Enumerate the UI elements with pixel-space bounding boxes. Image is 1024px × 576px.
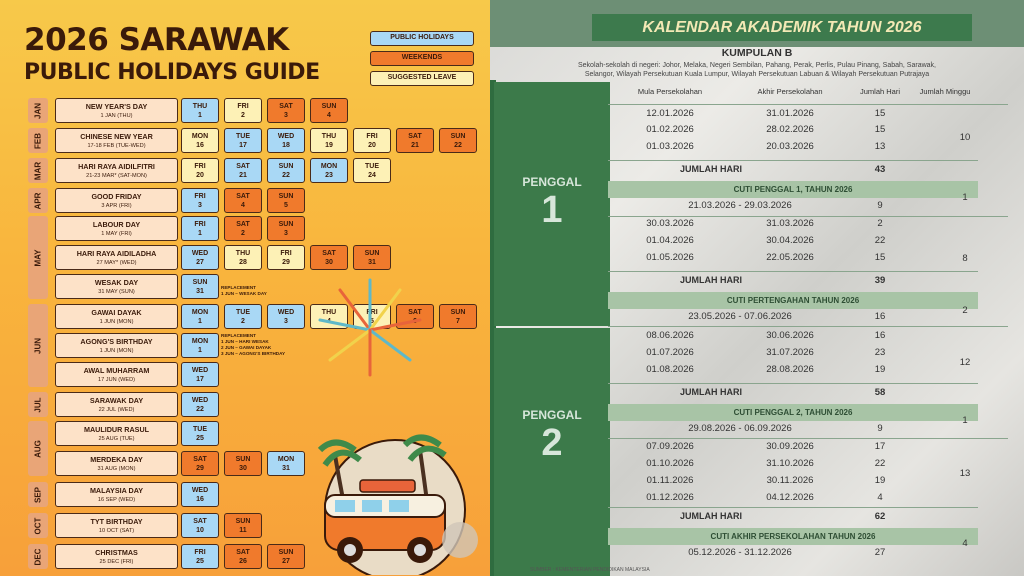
day-box: FRI 2 — [224, 98, 262, 123]
sarawak-holidays-panel — [0, 0, 490, 576]
holiday-name-card: WESAK DAY 31 MAY (SUN) — [55, 274, 178, 299]
start-date: 01.02.2026 — [646, 124, 694, 135]
end-date: 31.10.2026 — [766, 458, 814, 469]
month-label: APR — [28, 188, 48, 213]
day-count: 2 — [877, 218, 883, 229]
jumlah-hari-label: JUMLAH HARI — [680, 275, 742, 285]
day-box: FRI 20 — [353, 128, 391, 153]
day-box: TUE 17 — [224, 128, 262, 153]
day-count: 15 — [874, 124, 886, 135]
holiday-name-card: GOOD FRIDAY 3 APR (FRI) — [55, 188, 178, 213]
holiday-name-card: CHINESE NEW YEAR 17-18 FEB (TUE-WED) — [55, 128, 178, 153]
start-date: 01.05.2026 — [646, 252, 694, 263]
day-count: 16 — [874, 330, 886, 341]
header-jumlah-minggu: Jumlah Minggu — [919, 87, 971, 96]
day-box: SUN 7 — [439, 304, 477, 329]
header-jumlah-hari: Jumlah Hari — [859, 87, 900, 96]
camper-van-illustration — [300, 425, 485, 575]
row-divider — [608, 271, 978, 272]
end-date: 30.11.2026 — [766, 475, 814, 486]
day-box: SUN 31 — [181, 274, 219, 299]
day-box: TUE 24 — [353, 158, 391, 183]
jumlah-hari-label: JUMLAH HARI — [680, 387, 742, 397]
day-box: FRI 5 — [353, 304, 391, 329]
break-title-band: CUTI PERTENGAHAN TAHUN 2026 — [608, 292, 978, 309]
total-days: 39 — [874, 275, 886, 286]
week-count: 1 — [962, 415, 968, 426]
end-date: 30.09.2026 — [766, 441, 814, 452]
header-mula: Mula Persekolahan — [637, 87, 703, 96]
states-line-2: Selangor, Wilayah Persekutuan Kuala Lumpur, Wilayah Persekutuan Labuan & Wilayah Persekutuan Putrajaya — [584, 71, 930, 78]
day-box: WED 27 — [181, 245, 219, 270]
day-box: THU 4 — [310, 304, 348, 329]
total-days: 62 — [874, 511, 886, 522]
start-date: 01.11.2026 — [646, 475, 694, 486]
day-box: SUN 3 — [267, 216, 305, 241]
week-count: 13 — [959, 468, 971, 479]
day-box: SAT 26 — [224, 544, 262, 569]
start-date: 01.04.2026 — [646, 235, 694, 246]
legend-weekends: WEEKENDS — [370, 51, 474, 66]
start-date: 01.07.2026 — [646, 347, 694, 358]
month-label: MAY — [28, 216, 48, 299]
day-box: SUN 5 — [267, 188, 305, 213]
day-box: WED 17 — [181, 362, 219, 387]
penggal-1-label: PENGGAL 1 — [522, 175, 582, 231]
day-box: SAT 29 — [181, 451, 219, 476]
day-box: FRI 20 — [181, 158, 219, 183]
day-box: THU 19 — [310, 128, 348, 153]
day-box: FRI 25 — [181, 544, 219, 569]
day-box: SAT 4 — [224, 188, 262, 213]
break-title-band: CUTI PENGGAL 2, TAHUN 2026 — [608, 404, 978, 421]
break-date-range: 23.05.2026 - 07.06.2026 — [688, 311, 792, 322]
week-count: 8 — [962, 253, 968, 264]
day-count: 4 — [877, 492, 883, 503]
end-date: 28.08.2026 — [766, 364, 814, 375]
calendar-title: KALENDAR AKADEMIK TAHUN 2026 — [592, 14, 972, 41]
day-box: MON 16 — [181, 128, 219, 153]
page-title: 2026 SARAWAK — [24, 22, 289, 58]
day-box: MON 23 — [310, 158, 348, 183]
month-label: JUL — [28, 392, 48, 417]
break-date-range: 05.12.2026 - 31.12.2026 — [688, 547, 792, 558]
day-box: TUE 2 — [224, 304, 262, 329]
break-date-range: 29.08.2026 - 06.09.2026 — [688, 423, 792, 434]
holiday-name-card: MERDEKA DAY 31 AUG (MON) — [55, 451, 178, 476]
break-days: 9 — [877, 423, 883, 434]
day-count: 22 — [874, 458, 886, 469]
total-days: 58 — [874, 387, 886, 398]
break-days: 9 — [877, 200, 883, 211]
end-date: 20.03.2026 — [766, 141, 814, 152]
day-box: SUN 22 — [267, 158, 305, 183]
day-box: FRI 29 — [267, 245, 305, 270]
agong-replacement-note: REPLACEMENT 1 JUN – HARI WESAK 2 JUN – GAWAI DAYAK 3 JUN – AGONG'S BIRTHDAY — [221, 333, 286, 356]
holiday-name-card: AGONG'S BIRTHDAY 1 JUN (MON) — [55, 333, 178, 358]
month-label: JUN — [28, 304, 48, 387]
day-box: MON 1 — [181, 333, 219, 358]
end-date: 30.04.2026 — [766, 235, 814, 246]
week-count: 4 — [962, 538, 968, 549]
row-divider — [608, 438, 1008, 439]
end-date: 04.12.2026 — [766, 492, 814, 503]
holiday-name-card: NEW YEAR'S DAY 1 JAN (THU) — [55, 98, 178, 123]
break-days: 16 — [874, 311, 886, 322]
day-count: 23 — [874, 347, 886, 358]
total-days: 43 — [874, 164, 886, 175]
day-count: 13 — [874, 141, 886, 152]
wesak-replacement-note: REPLACEMENT 1 JUN – WESAK DAY — [221, 285, 267, 296]
start-date: 01.08.2026 — [646, 364, 694, 375]
day-count: 15 — [874, 252, 886, 263]
day-box: SUN 4 — [310, 98, 348, 123]
month-label: SEP — [28, 482, 48, 507]
jumlah-hari-label: JUMLAH HARI — [680, 164, 742, 174]
break-days: 27 — [874, 547, 886, 558]
day-box: SAT 30 — [310, 245, 348, 270]
legend-suggested-leave: SUGGESTED LEAVE — [370, 71, 474, 86]
day-count: 19 — [874, 475, 886, 486]
start-date: 08.06.2026 — [646, 330, 694, 341]
group-label: KUMPULAN B — [721, 47, 793, 59]
holiday-name-card: MAULIDUR RASUL 25 AUG (TUE) — [55, 421, 178, 446]
month-label: OCT — [28, 513, 48, 538]
month-label: JAN — [28, 98, 48, 123]
day-box: THU 28 — [224, 245, 262, 270]
jumlah-hari-label: JUMLAH HARI — [680, 511, 742, 521]
start-date: 01.03.2026 — [646, 141, 694, 152]
page-subtitle: PUBLIC HOLIDAYS GUIDE — [24, 60, 320, 85]
holiday-name-card: AWAL MUHARRAM 17 JUN (WED) — [55, 362, 178, 387]
day-count: 22 — [874, 235, 886, 246]
week-count: 2 — [962, 305, 968, 316]
end-date: 28.02.2026 — [766, 124, 814, 135]
break-title-band: CUTI AKHIR PERSEKOLAHAN TAHUN 2026 — [608, 528, 978, 545]
day-box: SUN 22 — [439, 128, 477, 153]
holiday-name-card: GAWAI DAYAK 1 JUN (MON) — [55, 304, 178, 329]
start-date: 30.03.2026 — [646, 218, 694, 229]
row-divider — [608, 160, 978, 161]
day-box: MON 31 — [267, 451, 305, 476]
holiday-name-card: HARI RAYA AIDILADHA 27 MAY* (WED) — [55, 245, 178, 270]
day-box: THU 1 — [181, 98, 219, 123]
holiday-name-card: LABOUR DAY 1 MAY (FRI) — [55, 216, 178, 241]
day-box: SUN 31 — [353, 245, 391, 270]
row-divider — [608, 216, 1008, 217]
day-box: SAT 3 — [267, 98, 305, 123]
day-count: 17 — [874, 441, 886, 452]
day-box: SAT 6 — [396, 304, 434, 329]
day-box: SAT 21 — [224, 158, 262, 183]
day-box: FRI 3 — [181, 188, 219, 213]
academic-calendar-panel — [490, 0, 1024, 576]
row-divider — [608, 383, 978, 384]
day-box: MON 1 — [181, 304, 219, 329]
day-box: WED 3 — [267, 304, 305, 329]
start-date: 12.01.2026 — [646, 108, 694, 119]
penggal-2-label: PENGGAL 2 — [522, 408, 582, 464]
holiday-name-card: CHRISTMAS 25 DEC (FRI) — [55, 544, 178, 569]
break-date-range: 21.03.2026 - 29.03.2026 — [688, 200, 792, 211]
holiday-name-card: MALAYSIA DAY 16 SEP (WED) — [55, 482, 178, 507]
end-date: 22.05.2026 — [766, 252, 814, 263]
month-label: FEB — [28, 128, 48, 153]
break-title-band: CUTI PENGGAL 1, TAHUN 2026 — [608, 181, 978, 198]
end-date: 31.03.2026 — [766, 218, 814, 229]
day-count: 19 — [874, 364, 886, 375]
day-box: SAT 21 — [396, 128, 434, 153]
states-line-1: Sekolah-sekolah di negeri: Johor, Melaka, Negeri Sembilan, Pahang, Perak, Perlis, Pulau Pinang, Sabah, Sarawak, — [578, 62, 936, 69]
week-count: 12 — [959, 357, 971, 368]
week-count: 10 — [959, 132, 971, 143]
row-divider — [608, 507, 978, 508]
day-box: WED 22 — [181, 392, 219, 417]
header-akhir: Akhir Persekolahan — [757, 87, 823, 96]
legend-public-holidays: PUBLIC HOLIDAYS — [370, 31, 474, 46]
end-date: 30.06.2026 — [766, 330, 814, 341]
day-box: SAT 2 — [224, 216, 262, 241]
start-date: 01.12.2026 — [646, 492, 694, 503]
month-label: DEC — [28, 544, 48, 569]
end-date: 31.01.2026 — [766, 108, 814, 119]
week-count: 1 — [962, 192, 968, 203]
start-date: 07.09.2026 — [646, 441, 694, 452]
day-box: FRI 1 — [181, 216, 219, 241]
day-count: 15 — [874, 108, 886, 119]
fireworks-icon — [300, 260, 440, 390]
row-divider — [608, 104, 1008, 105]
day-box: WED 18 — [267, 128, 305, 153]
day-box: SUN 30 — [224, 451, 262, 476]
start-date: 01.10.2026 — [646, 458, 694, 469]
row-divider — [608, 326, 1008, 327]
day-box: SAT 10 — [181, 513, 219, 538]
day-box: WED 16 — [181, 482, 219, 507]
month-label: MAR — [28, 158, 48, 183]
source-footer: SUMBER : KEMENTERIAN PENDIDIKAN MALAYSIA — [530, 567, 650, 573]
month-label: AUG — [28, 421, 48, 476]
day-box: SUN 27 — [267, 544, 305, 569]
end-date: 31.07.2026 — [766, 347, 814, 358]
holiday-name-card: TYT BIRTHDAY 10 OCT (SAT) — [55, 513, 178, 538]
day-box: TUE 25 — [181, 421, 219, 446]
day-box: SUN 11 — [224, 513, 262, 538]
holiday-name-card: HARI RAYA AIDILFITRI 21-23 MAR* (SAT-MON) — [55, 158, 178, 183]
holiday-name-card: SARAWAK DAY 22 JUL (WED) — [55, 392, 178, 417]
